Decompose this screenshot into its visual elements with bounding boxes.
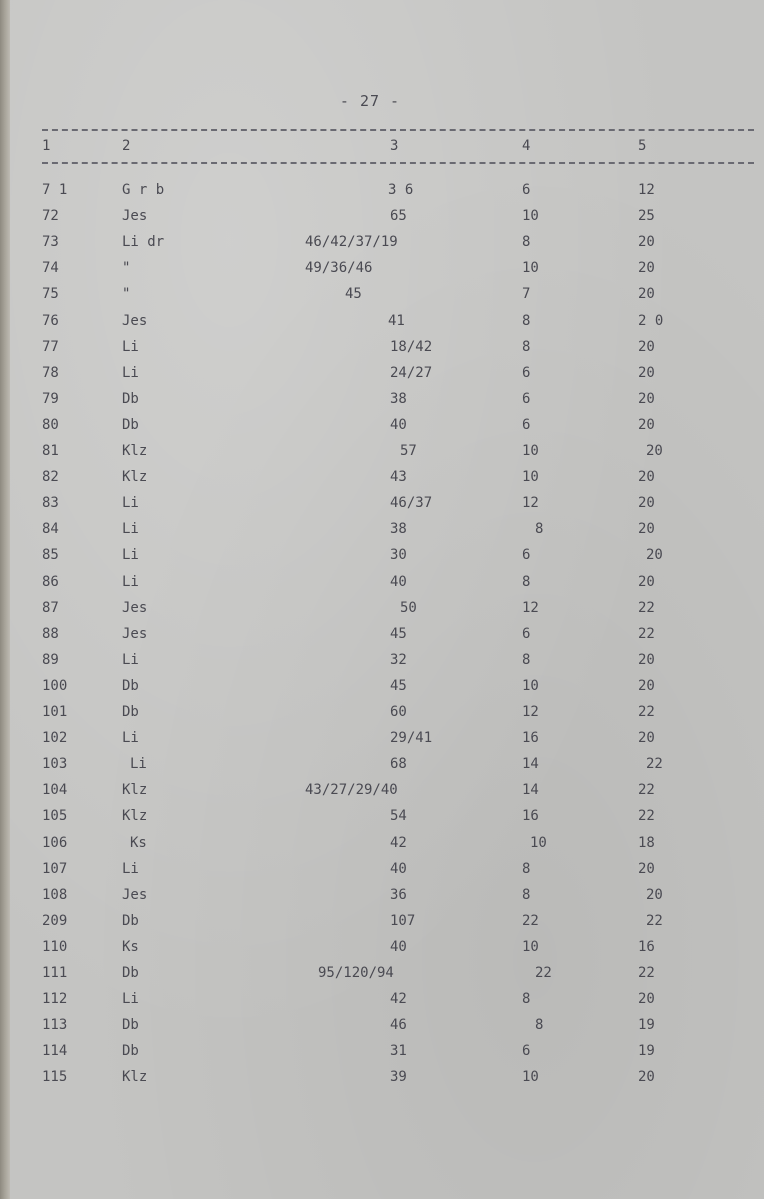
cell-col3: 50 — [400, 599, 417, 616]
cell-col2: Klz — [122, 1069, 148, 1086]
table-row — [0, 547, 764, 573]
cell-col5: 22 — [646, 912, 663, 929]
cell-col2: Db — [122, 677, 139, 694]
cell-col4: 6 — [522, 416, 531, 433]
cell-col1: 75 — [42, 286, 59, 303]
cell-col1: 107 — [42, 860, 68, 877]
cell-col5: 20 — [646, 547, 663, 564]
cell-col5: 19 — [638, 1017, 655, 1034]
cell-col5: 20 — [638, 1069, 655, 1086]
cell-col4: 10 — [522, 938, 539, 955]
cell-col1: 115 — [42, 1069, 68, 1086]
cell-col1: 7 1 — [42, 182, 68, 198]
cell-col1: 74 — [42, 260, 59, 277]
table-row — [0, 939, 764, 965]
table-row — [0, 835, 764, 861]
cell-col4: 10 — [522, 677, 539, 694]
cell-col3: 46 — [390, 1017, 407, 1034]
column-header-4: 4 — [522, 138, 531, 154]
cell-col4: 8 — [522, 573, 531, 590]
cell-col4: 22 — [535, 965, 552, 981]
cell-col4: 8 — [522, 991, 531, 1008]
cell-col2: Db — [122, 1017, 139, 1034]
cell-col2: Db — [122, 912, 139, 929]
cell-col5: 20 — [638, 469, 655, 486]
cell-col3: 60 — [390, 704, 407, 720]
cell-col3: 43 — [390, 469, 407, 486]
cell-col5: 20 — [638, 651, 655, 668]
cell-col5: 25 — [638, 208, 655, 225]
cell-col4: 10 — [522, 443, 539, 459]
cell-col1: 114 — [42, 1043, 68, 1060]
cell-col3: 30 — [390, 547, 407, 564]
cell-col2: Jes — [122, 599, 148, 616]
cell-col4: 8 — [522, 886, 531, 903]
cell-col4: 16 — [522, 808, 539, 825]
table-row — [0, 469, 764, 495]
cell-col2: Li dr — [122, 234, 165, 251]
table-row — [0, 443, 764, 469]
cell-col5: 20 — [638, 260, 655, 277]
cell-col4: 10 — [522, 1069, 539, 1086]
cell-col1: 101 — [42, 704, 68, 720]
cell-col2: " — [122, 260, 131, 277]
cell-col4: 6 — [522, 547, 531, 564]
table-row — [0, 991, 764, 1017]
cell-col1: 79 — [42, 390, 59, 407]
cell-col2: Jes — [122, 625, 148, 642]
cell-col5: 19 — [638, 1043, 655, 1060]
cell-col1: 104 — [42, 782, 68, 799]
table-row — [0, 678, 764, 704]
cell-col5: 22 — [638, 782, 655, 799]
cell-col4: 7 — [522, 286, 531, 303]
cell-col3: 57 — [400, 443, 417, 459]
table-row — [0, 756, 764, 782]
cell-col1: 102 — [42, 730, 68, 747]
cell-col2: Li — [122, 573, 139, 590]
cell-col3: 68 — [390, 756, 407, 773]
table-row — [0, 234, 764, 260]
cell-col2: Klz — [122, 469, 148, 486]
cell-col5: 20 — [638, 364, 655, 381]
cell-col5: 22 — [638, 704, 655, 720]
cell-col2: G r b — [122, 182, 165, 198]
cell-col1: 89 — [42, 651, 59, 668]
cell-col5: 22 — [646, 756, 663, 773]
cell-col3: 39 — [390, 1069, 407, 1086]
cell-col2: Jes — [122, 208, 148, 225]
cell-col4: 14 — [522, 756, 539, 773]
cell-col4: 10 — [522, 208, 539, 225]
table-row — [0, 495, 764, 521]
table-row — [0, 391, 764, 417]
cell-col2: " — [122, 286, 131, 303]
cell-col4: 10 — [530, 834, 547, 851]
cell-col2: Li — [122, 495, 139, 512]
cell-col4: 8 — [522, 338, 531, 355]
cell-col2: Db — [122, 1043, 139, 1060]
cell-col5: 20 — [638, 677, 655, 694]
cell-col5: 20 — [638, 573, 655, 590]
table-row — [0, 365, 764, 391]
cell-col1: 73 — [42, 234, 59, 251]
cell-col5: 20 — [638, 730, 655, 747]
cell-col2: Db — [122, 704, 139, 720]
cell-col3: 49/36/46 — [305, 260, 373, 277]
column-header-3: 3 — [390, 138, 399, 154]
table-row — [0, 808, 764, 834]
cell-col3: 42 — [390, 834, 407, 851]
cell-col4: 8 — [522, 312, 531, 329]
cell-col2: Li — [122, 730, 139, 747]
cell-col1: 72 — [42, 208, 59, 225]
cell-col3: 40 — [390, 938, 407, 955]
cell-col2: Li — [122, 338, 139, 355]
cell-col2: Db — [122, 416, 139, 433]
table-row — [0, 1069, 764, 1095]
cell-col1: 85 — [42, 547, 59, 564]
cell-col4: 12 — [522, 599, 539, 616]
cell-col1: 87 — [42, 599, 59, 616]
header-top-divider — [42, 129, 754, 131]
cell-col1: 77 — [42, 338, 59, 355]
table-row — [0, 704, 764, 730]
cell-col2: Li — [122, 364, 139, 381]
cell-col3: 42 — [390, 991, 407, 1008]
cell-col1: 84 — [42, 521, 59, 538]
cell-col5: 22 — [638, 965, 655, 981]
cell-col3: 32 — [390, 651, 407, 668]
cell-col1: 103 — [42, 756, 68, 773]
cell-col1: 113 — [42, 1017, 68, 1034]
cell-col5: 22 — [638, 599, 655, 616]
cell-col3: 45 — [390, 625, 407, 642]
cell-col5: 20 — [638, 338, 655, 355]
cell-col5: 20 — [646, 443, 663, 459]
cell-col4: 8 — [522, 651, 531, 668]
cell-col1: 110 — [42, 938, 68, 955]
table-row — [0, 652, 764, 678]
cell-col3: 29/41 — [390, 730, 433, 747]
cell-col2: Li — [122, 651, 139, 668]
table-row — [0, 208, 764, 234]
cell-col3: 18/42 — [390, 338, 433, 355]
cell-col4: 12 — [522, 495, 539, 512]
cell-col3: 107 — [390, 912, 416, 929]
column-header-2: 2 — [122, 138, 131, 154]
table-row — [0, 1017, 764, 1043]
cell-col4: 6 — [522, 182, 531, 198]
cell-col1: 80 — [42, 416, 59, 433]
column-header-5: 5 — [638, 138, 647, 154]
cell-col1: 112 — [42, 991, 68, 1008]
cell-col3: 24/27 — [390, 364, 433, 381]
cell-col3: 65 — [390, 208, 407, 225]
cell-col1: 86 — [42, 573, 59, 590]
cell-col4: 12 — [522, 704, 539, 720]
cell-col2: Jes — [122, 312, 148, 329]
cell-col3: 46/42/37/19 — [305, 234, 398, 251]
cell-col2: Jes — [122, 886, 148, 903]
cell-col1: 105 — [42, 808, 68, 825]
cell-col5: 20 — [638, 286, 655, 303]
cell-col5: 22 — [638, 625, 655, 642]
cell-col1: 209 — [42, 912, 68, 929]
cell-col4: 10 — [522, 260, 539, 277]
cell-col4: 16 — [522, 730, 539, 747]
cell-col3: 36 — [390, 886, 407, 903]
cell-col5: 20 — [638, 234, 655, 251]
cell-col3: 54 — [390, 808, 407, 825]
cell-col1: 108 — [42, 886, 68, 903]
header-bottom-divider — [42, 162, 754, 164]
table-row — [0, 286, 764, 312]
table-row — [0, 887, 764, 913]
cell-col1: 81 — [42, 443, 59, 459]
cell-col4: 22 — [522, 912, 539, 929]
cell-col2: Db — [122, 965, 139, 981]
cell-col5: 2 0 — [638, 312, 664, 329]
cell-col1: 88 — [42, 625, 59, 642]
cell-col5: 20 — [646, 886, 663, 903]
table-row — [0, 626, 764, 652]
cell-col3: 38 — [390, 521, 407, 538]
cell-col4: 14 — [522, 782, 539, 799]
table-row — [0, 313, 764, 339]
cell-col3: 38 — [390, 390, 407, 407]
table-row — [0, 965, 764, 991]
table-row — [0, 417, 764, 443]
cell-col5: 20 — [638, 521, 655, 538]
cell-col5: 22 — [638, 808, 655, 825]
cell-col2: Li — [122, 547, 139, 564]
cell-col3: 46/37 — [390, 495, 433, 512]
cell-col4: 6 — [522, 364, 531, 381]
cell-col2: Ks — [130, 834, 147, 851]
cell-col3: 40 — [390, 860, 407, 877]
cell-col4: 6 — [522, 1043, 531, 1060]
table-row — [0, 1043, 764, 1069]
cell-col4: 6 — [522, 390, 531, 407]
table-row — [0, 339, 764, 365]
cell-col1: 82 — [42, 469, 59, 486]
cell-col2: Li — [122, 521, 139, 538]
cell-col2: Klz — [122, 782, 148, 799]
table-row — [0, 574, 764, 600]
cell-col3: 95/120/94 — [318, 965, 394, 981]
cell-col1: 106 — [42, 834, 68, 851]
cell-col4: 10 — [522, 469, 539, 486]
cell-col3: 40 — [390, 573, 407, 590]
table-row — [0, 730, 764, 756]
cell-col3: 41 — [388, 312, 405, 329]
table-row — [0, 600, 764, 626]
cell-col4: 8 — [522, 860, 531, 877]
cell-col3: 31 — [390, 1043, 407, 1060]
cell-col2: Li — [122, 991, 139, 1008]
cell-col5: 20 — [638, 390, 655, 407]
cell-col2: Li — [122, 860, 139, 877]
cell-col5: 18 — [638, 834, 655, 851]
cell-col5: 20 — [638, 416, 655, 433]
cell-col5: 20 — [638, 860, 655, 877]
column-header-1: 1 — [42, 138, 51, 154]
cell-col5: 20 — [638, 991, 655, 1008]
cell-col2: Li — [130, 756, 147, 773]
cell-col2: Db — [122, 390, 139, 407]
cell-col1: 78 — [42, 364, 59, 381]
cell-col1: 100 — [42, 677, 68, 694]
table-row — [0, 260, 764, 286]
cell-col5: 16 — [638, 938, 655, 955]
cell-col3: 43/27/29/40 — [305, 782, 398, 799]
cell-col3: 45 — [390, 677, 407, 694]
cell-col4: 8 — [535, 1017, 544, 1034]
cell-col5: 20 — [638, 495, 655, 512]
cell-col3: 40 — [390, 416, 407, 433]
cell-col5: 12 — [638, 182, 655, 198]
cell-col4: 8 — [535, 521, 544, 538]
table-row — [0, 521, 764, 547]
cell-col2: Ks — [122, 938, 139, 955]
cell-col1: 111 — [42, 965, 68, 981]
table-row — [0, 782, 764, 808]
cell-col4: 6 — [522, 625, 531, 642]
table-row — [0, 913, 764, 939]
cell-col1: 76 — [42, 312, 59, 329]
table-row — [0, 861, 764, 887]
table-row — [0, 182, 764, 208]
cell-col4: 8 — [522, 234, 531, 251]
cell-col3: 45 — [345, 286, 362, 303]
page-number: - 27 - — [339, 92, 401, 110]
cell-col2: Klz — [122, 443, 148, 459]
cell-col3: 3 6 — [388, 182, 414, 198]
cell-col2: Klz — [122, 808, 148, 825]
cell-col1: 83 — [42, 495, 59, 512]
